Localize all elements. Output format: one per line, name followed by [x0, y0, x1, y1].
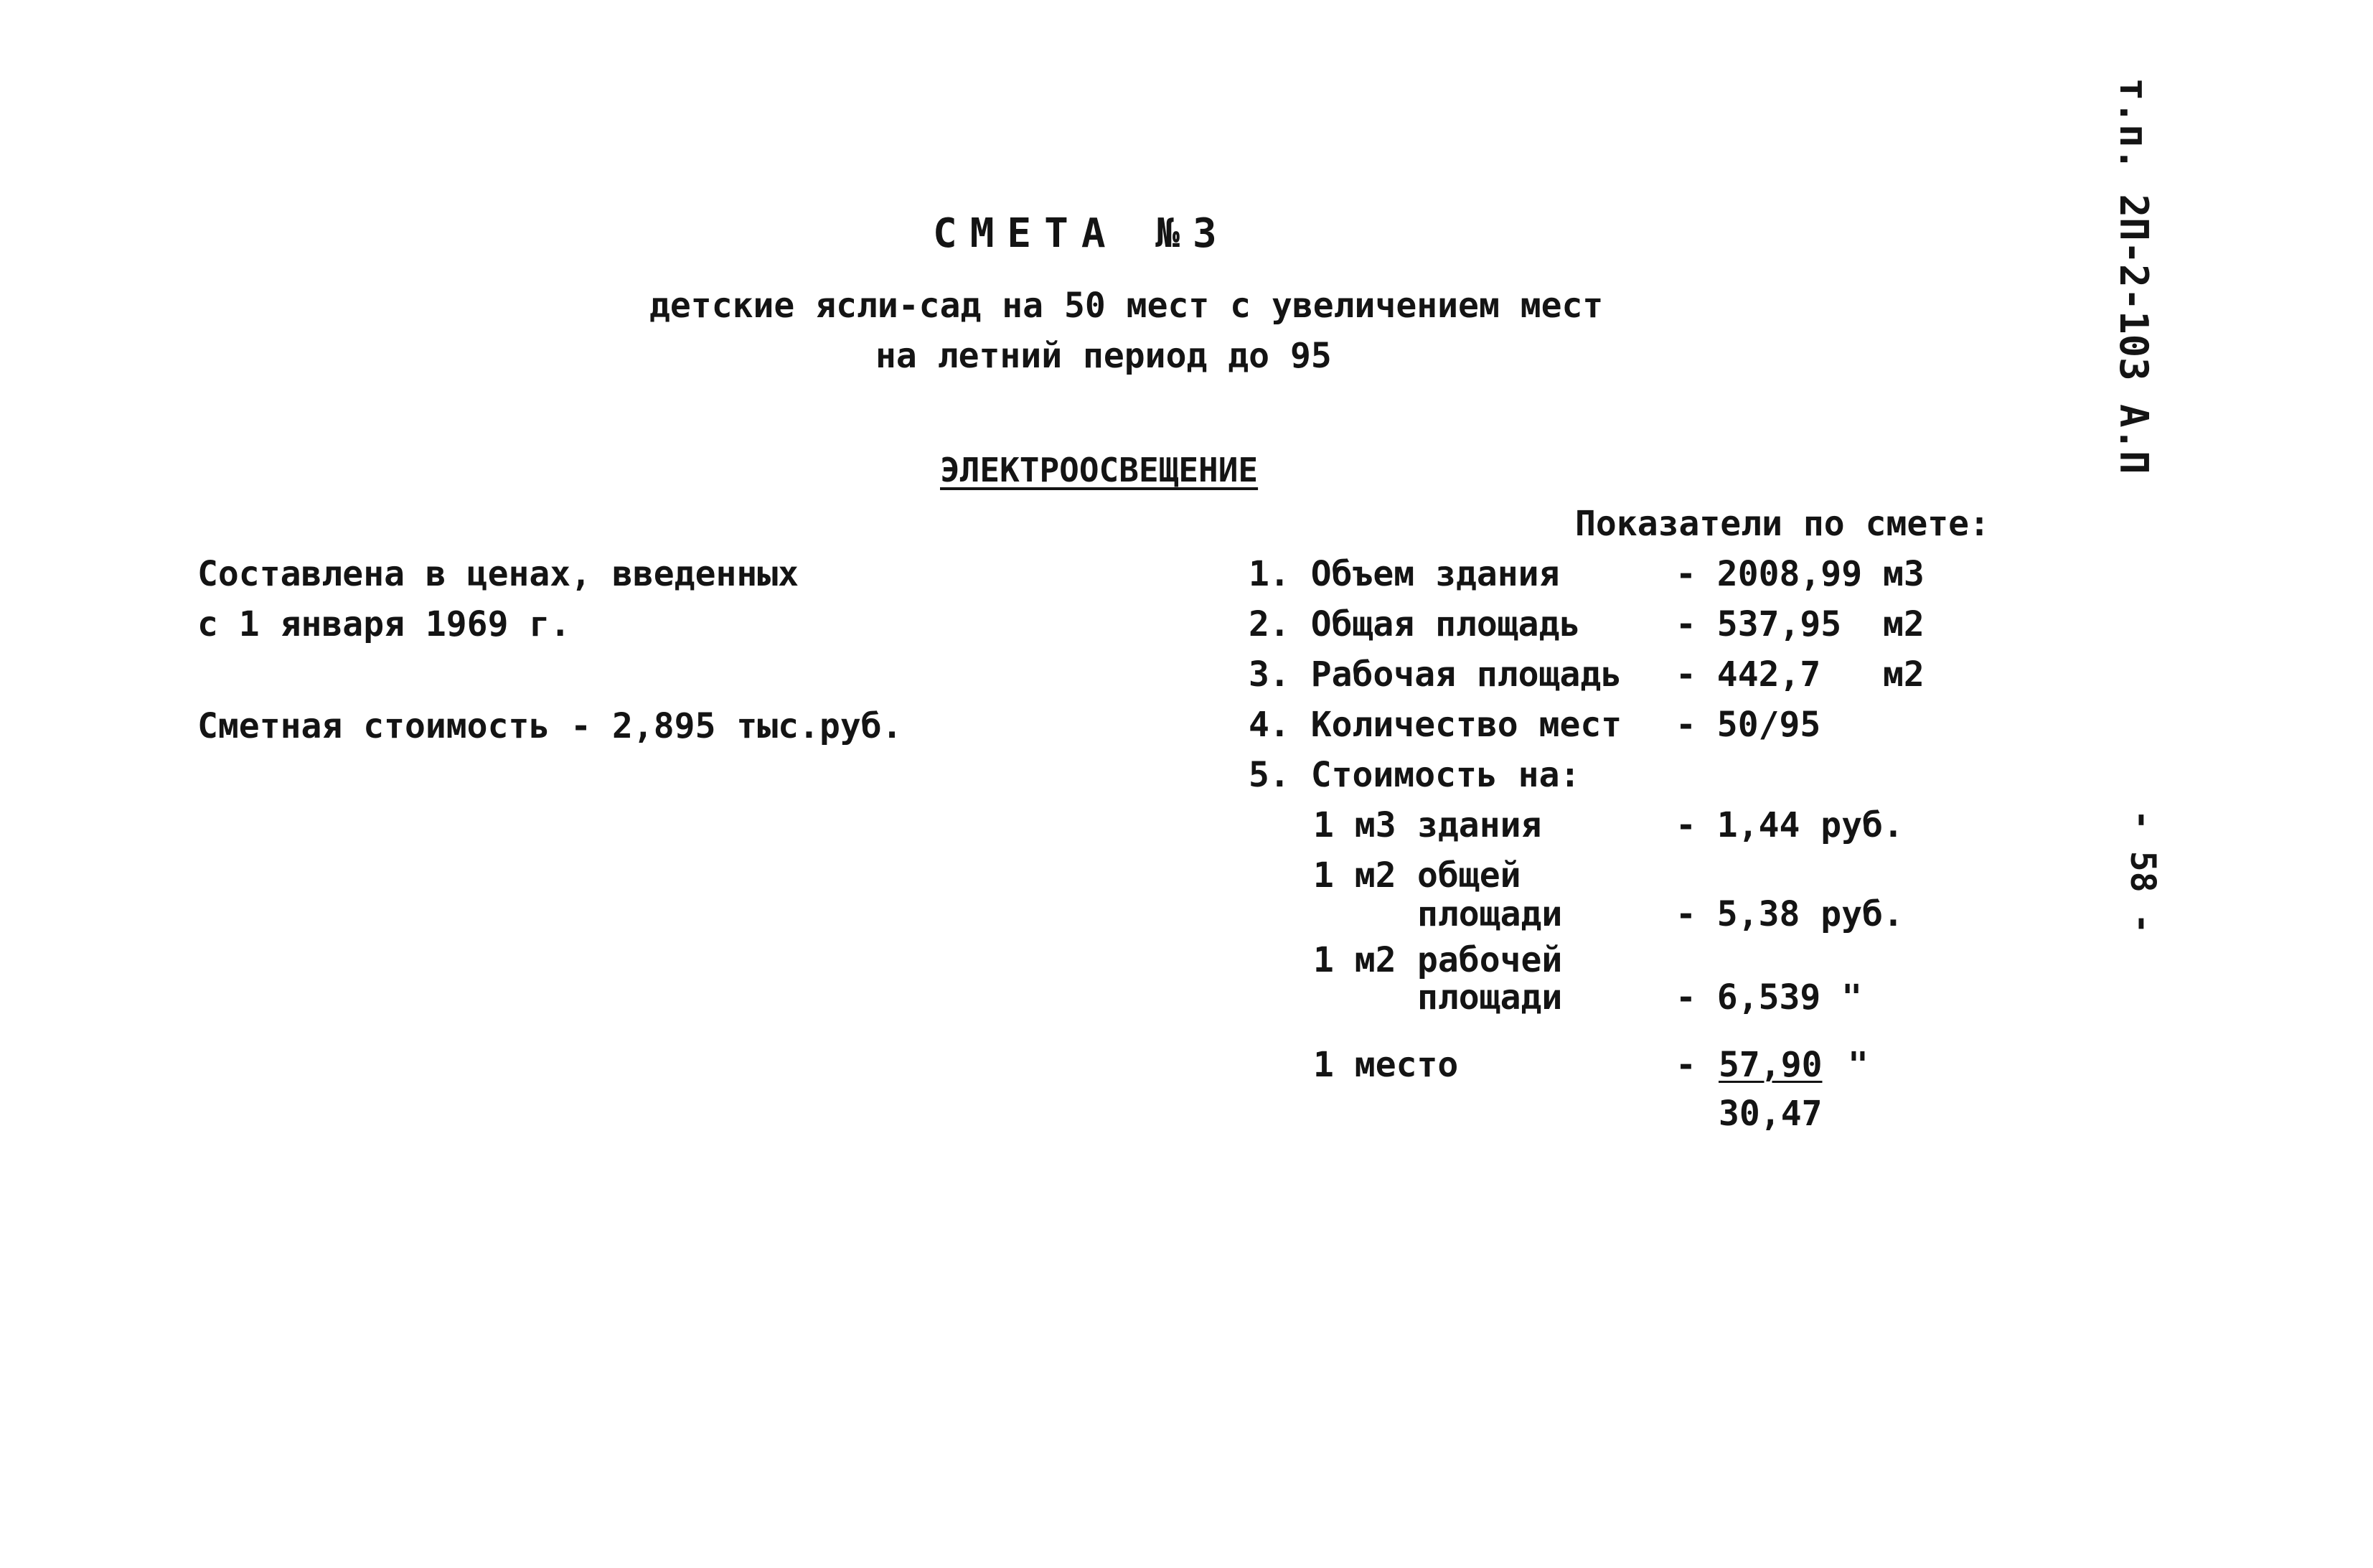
cost-description: общей: [1417, 855, 1521, 896]
per-place-label: 1 место: [1313, 1045, 1459, 1085]
per-place-value-bottom: 30,47: [1719, 1094, 1823, 1134]
prices-note-line2: с 1 января 1969 г.: [197, 604, 571, 644]
cost-description: площади: [1417, 977, 1563, 1018]
indicator-value: - 50/95: [1676, 705, 1821, 745]
indicator-value: - 442,7 м2: [1676, 654, 1925, 695]
cost-value: - 1,44 руб.: [1676, 805, 1904, 845]
page-number: - 58 -: [2123, 809, 2163, 934]
indicator-label: 4. Количество мест: [1249, 705, 1622, 745]
per-place-dash: -: [1676, 1045, 1696, 1085]
prices-note-line1: Составлена в ценах, введенных: [197, 554, 799, 594]
cost-description: рабочей: [1417, 940, 1563, 980]
indicator-value: - 2008,99 м3: [1676, 554, 1925, 594]
per-place-unit: ": [1848, 1045, 1869, 1085]
indicator-label: 3. Рабочая площадь: [1249, 654, 1622, 695]
document-subtitle-line2: на летний период до 95: [875, 336, 1332, 376]
indicator-label: 2. Общая площадь: [1249, 604, 1581, 644]
indicator-label: 1. Объем здания: [1249, 554, 1560, 594]
per-place-value-top: 57,90: [1719, 1045, 1823, 1085]
cost-unit: 1 м2: [1313, 940, 1396, 980]
cost-description: здания: [1417, 805, 1542, 845]
cost-value: - 6,539 ": [1676, 977, 1863, 1018]
indicators-heading: Показатели по смете:: [1575, 504, 1990, 544]
document-title: СМЕТА №3: [933, 210, 1230, 257]
cost-value: - 5,38 руб.: [1676, 894, 1904, 934]
cost-unit: 1 м2: [1313, 855, 1396, 896]
indicator-value: - 537,95 м2: [1676, 604, 1925, 644]
document-code: т.п. 2П-2-103 А.П: [2111, 78, 2156, 474]
indicator-label: 5. Стоимость на:: [1249, 755, 1581, 795]
cost-unit: 1 м3: [1313, 805, 1396, 845]
document-subtitle-line1: детские ясли-сад на 50 мест с увеличением мест: [649, 286, 1604, 326]
section-title: ЭЛЕКТРООСВЕЩЕНИЕ: [940, 451, 1259, 489]
estimated-cost: Сметная стоимость - 2,895 тыс.руб.: [197, 706, 903, 746]
cost-description: площади: [1417, 894, 1563, 934]
